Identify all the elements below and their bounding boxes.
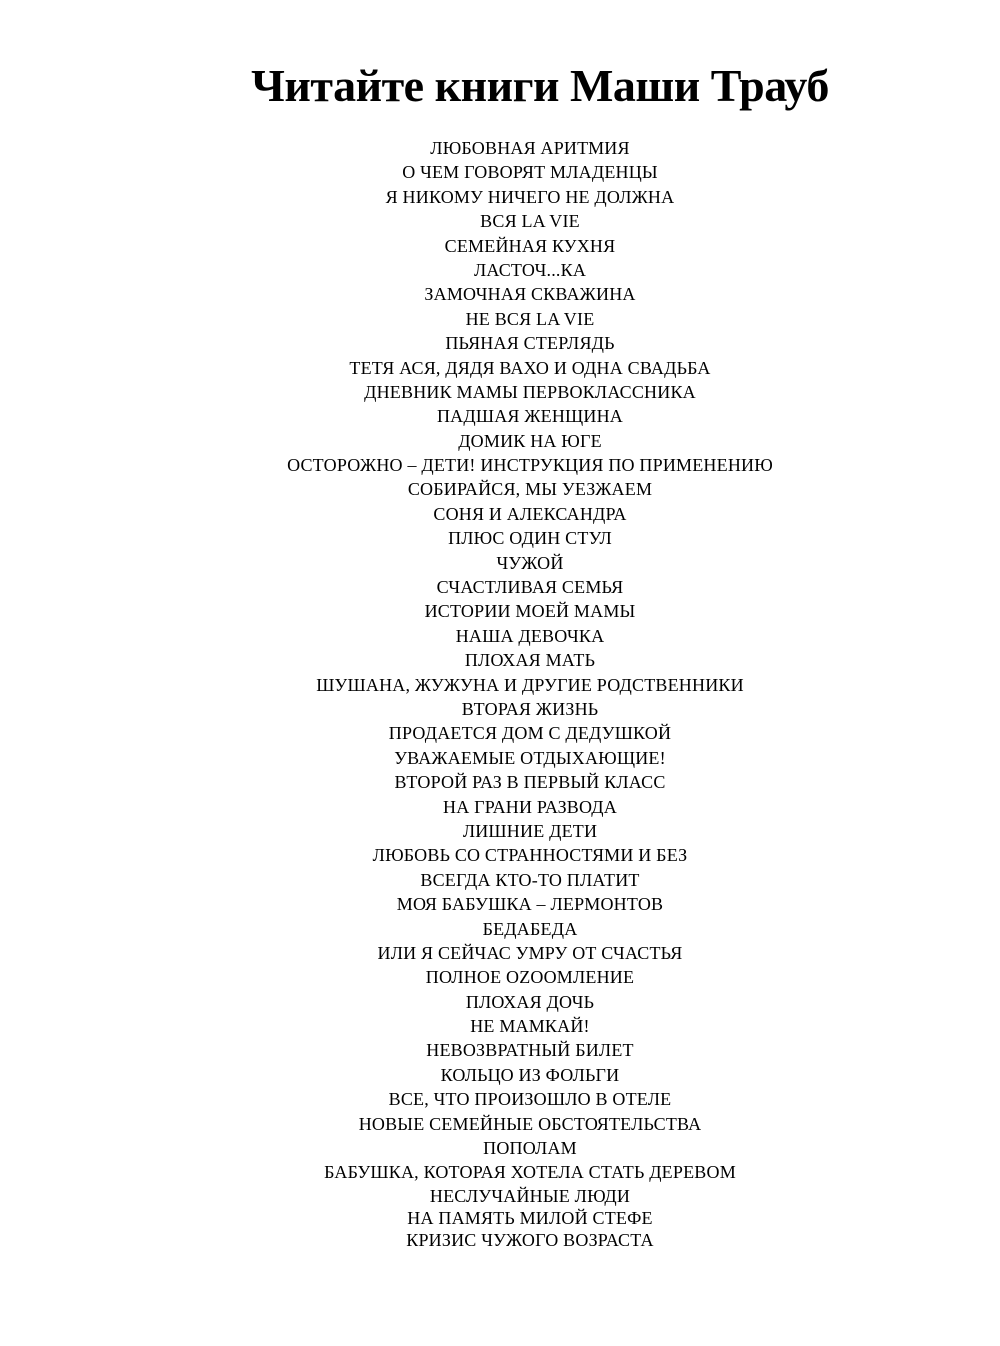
book-title: КОЛЬЦО ИЗ ФОЛЬГИ: [440, 1064, 620, 1085]
book-list: [30, 136, 1000, 1251]
book-title: ИСТОРИИ МОЕЙ МАМЫ: [424, 601, 636, 622]
book-title: О ЧЕМ ГОВОРЯТ МЛАДЕНЦЫ: [402, 162, 658, 183]
book-title: ПОЛНОЕ OZOOМЛЕНИЕ: [425, 967, 635, 988]
book-title: ЛЮБОВЬ СО СТРАННОСТЯМИ И БЕЗ: [372, 845, 688, 866]
book-title: ШУШАНА, ЖУЖУНА И ДРУГИЕ РОДСТВЕННИКИ: [316, 674, 744, 695]
book-title: СОБИРАЙСЯ, МЫ УЕЗЖАЕМ: [407, 479, 653, 500]
book-title: ВТОРАЯ ЖИЗНЬ: [461, 698, 599, 719]
book-title: ПАДШАЯ ЖЕНЩИНА: [436, 406, 624, 427]
book-title: ОСТОРОЖНО – ДЕТИ! ИНСТРУКЦИЯ ПО ПРИМЕНЕНИЮ: [287, 455, 773, 476]
book-title: БАБУШКА, КОТОРАЯ ХОТЕЛА СТАТЬ ДЕРЕВОМ: [324, 1162, 736, 1183]
book-title: ПЛОХАЯ ДОЧЬ: [465, 991, 595, 1012]
book-title: ВСЕГДА КТО-ТО ПЛАТИТ: [420, 869, 640, 890]
page-title: Читайте книги Маши Трауб: [251, 60, 829, 111]
book-title: ЛАСТОЧ...КА: [473, 259, 587, 280]
book-title: ДНЕВНИК МАМЫ ПЕРВОКЛАССНИКА: [364, 381, 696, 402]
book-title: ДОМИК НА ЮГЕ: [458, 430, 602, 451]
book-title: ВСЕ, ЧТО ПРОИЗОШЛО В ОТЕЛЕ: [388, 1089, 672, 1110]
book-title: НЕ МАМКАЙ!: [470, 1016, 590, 1037]
book-title: МОЯ БАБУШКА – ЛЕРМОНТОВ: [396, 894, 664, 915]
book-title: ПОПОЛАМ: [483, 1138, 577, 1159]
book-title: НАША ДЕВОЧКА: [455, 625, 605, 646]
book-title: НА ПАМЯТЬ МИЛОЙ СТЕФЕ: [407, 1207, 653, 1228]
book-title: НЕВОЗВРАТНЫЙ БИЛЕТ: [426, 1040, 634, 1061]
book-title: НЕ ВСЯ LA VIE: [465, 308, 595, 329]
book-title: СЧАСТЛИВАЯ СЕМЬЯ: [436, 577, 624, 598]
book-title: ЛЮБОВНАЯ АРИТМИЯ: [430, 138, 630, 158]
book-title: НЕСЛУЧАЙНЫЕ ЛЮДИ: [429, 1185, 631, 1206]
book-title: КРИЗИС ЧУЖОГО ВОЗРАСТА: [406, 1229, 654, 1250]
book-title: ПЛОХАЯ МАТЬ: [464, 650, 596, 671]
book-title: ТЕТЯ АСЯ, ДЯДЯ ВАХО И ОДНА СВАДЬБА: [349, 357, 711, 378]
book-title: ПЬЯНАЯ СТЕРЛЯДЬ: [445, 333, 615, 354]
book-title: НА ГРАНИ РАЗВОДА: [443, 796, 617, 817]
book-title: ВСЯ LA VIE: [480, 211, 580, 232]
book-title: ЗАМОЧНАЯ СКВАЖИНА: [424, 284, 636, 305]
book-title: БЕДАБЕДА: [482, 918, 578, 939]
book-title: НОВЫЕ СЕМЕЙНЫЕ ОБСТОЯТЕЛЬСТВА: [358, 1113, 702, 1134]
book-title: СОНЯ И АЛЕКСАНДРА: [433, 503, 627, 524]
book-title: УВАЖАЕМЫЕ ОТДЫХАЮЩИЕ!: [394, 747, 666, 768]
book-title: СЕМЕЙНАЯ КУХНЯ: [444, 235, 616, 256]
book-title: Я НИКОМУ НИЧЕГО НЕ ДОЛЖНА: [385, 186, 675, 207]
book-title: ИЛИ Я СЕЙЧАС УМРУ ОТ СЧАСТЬЯ: [377, 942, 683, 963]
book-title: ВТОРОЙ РАЗ В ПЕРВЫЙ КЛАСС: [394, 772, 666, 793]
book-title: ЛИШНИЕ ДЕТИ: [462, 820, 598, 841]
book-title: ЧУЖОЙ: [496, 552, 564, 573]
book-title: ПЛЮС ОДИН СТУЛ: [448, 528, 612, 549]
book-title: ПРОДАЕТСЯ ДОМ С ДЕДУШКОЙ: [388, 723, 672, 744]
